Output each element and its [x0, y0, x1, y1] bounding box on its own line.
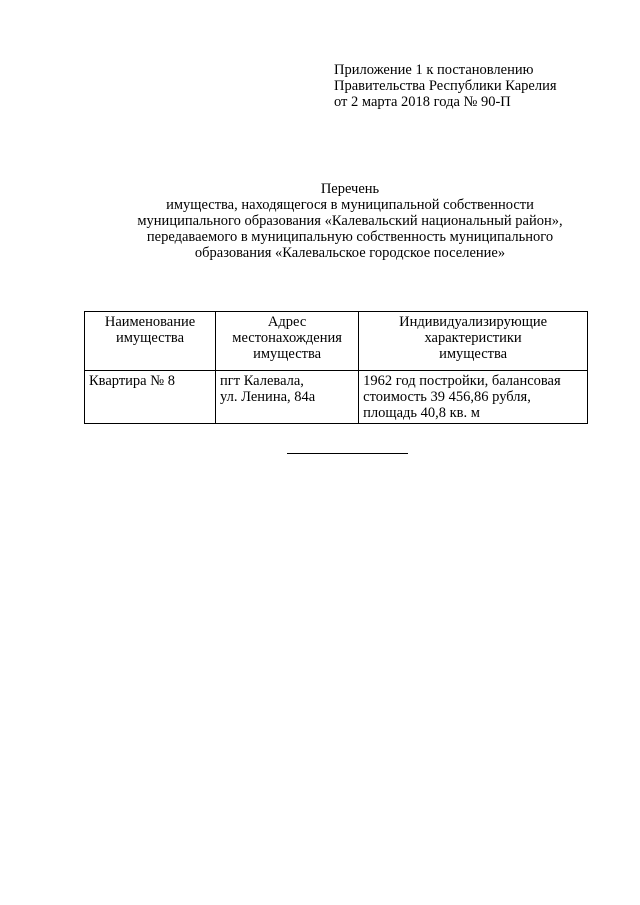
- header-text: имущества: [439, 346, 508, 362]
- property-table: [84, 311, 588, 424]
- cell-text: пгт Калевала,: [220, 373, 304, 389]
- header-text: местонахождения: [232, 330, 342, 346]
- title-heading: Перечень: [320, 181, 380, 197]
- annex-line: от 2 марта 2018 года № 90-П: [334, 94, 511, 110]
- title-line: имущества, находящегося в муниципальной собственности: [166, 197, 534, 213]
- header-property-name: [85, 312, 216, 371]
- title-line: образования «Калевальское городское поселение»: [194, 245, 506, 261]
- cell-property-name: [85, 371, 216, 424]
- annex-line: Приложение 1 к постановлению: [334, 62, 534, 78]
- closing-divider: [287, 453, 408, 454]
- cell-text: стоимость 39 456,86 рубля,: [363, 389, 531, 405]
- header-text: Адрес: [267, 314, 307, 330]
- header-text: Индивидуализирующие: [399, 314, 548, 330]
- table-header-row: [85, 312, 588, 371]
- cell-text: Квартира № 8: [89, 373, 175, 389]
- cell-characteristics: [359, 371, 588, 424]
- annex-line: Правительства Республики Карелия: [334, 78, 557, 94]
- header-text: имущества: [253, 346, 322, 362]
- cell-text: площадь 40,8 кв. м: [363, 405, 480, 421]
- header-location-address: [216, 312, 359, 371]
- document-title: [80, 181, 620, 261]
- table-row: [85, 371, 588, 424]
- title-line: передаваемого в муниципальную собственность муниципального: [146, 229, 554, 245]
- annex-reference: [334, 62, 594, 110]
- header-text: Наименование: [104, 314, 196, 330]
- header-text: характеристики: [424, 330, 522, 346]
- cell-text: ул. Ленина, 84а: [220, 389, 316, 405]
- cell-text: 1962 год постройки, балансовая: [363, 373, 561, 389]
- title-line: муниципального образования «Калевальский национальный район»,: [137, 213, 563, 229]
- cell-address: [216, 371, 359, 424]
- header-text: имущества: [116, 330, 185, 346]
- header-characteristics: [359, 312, 588, 371]
